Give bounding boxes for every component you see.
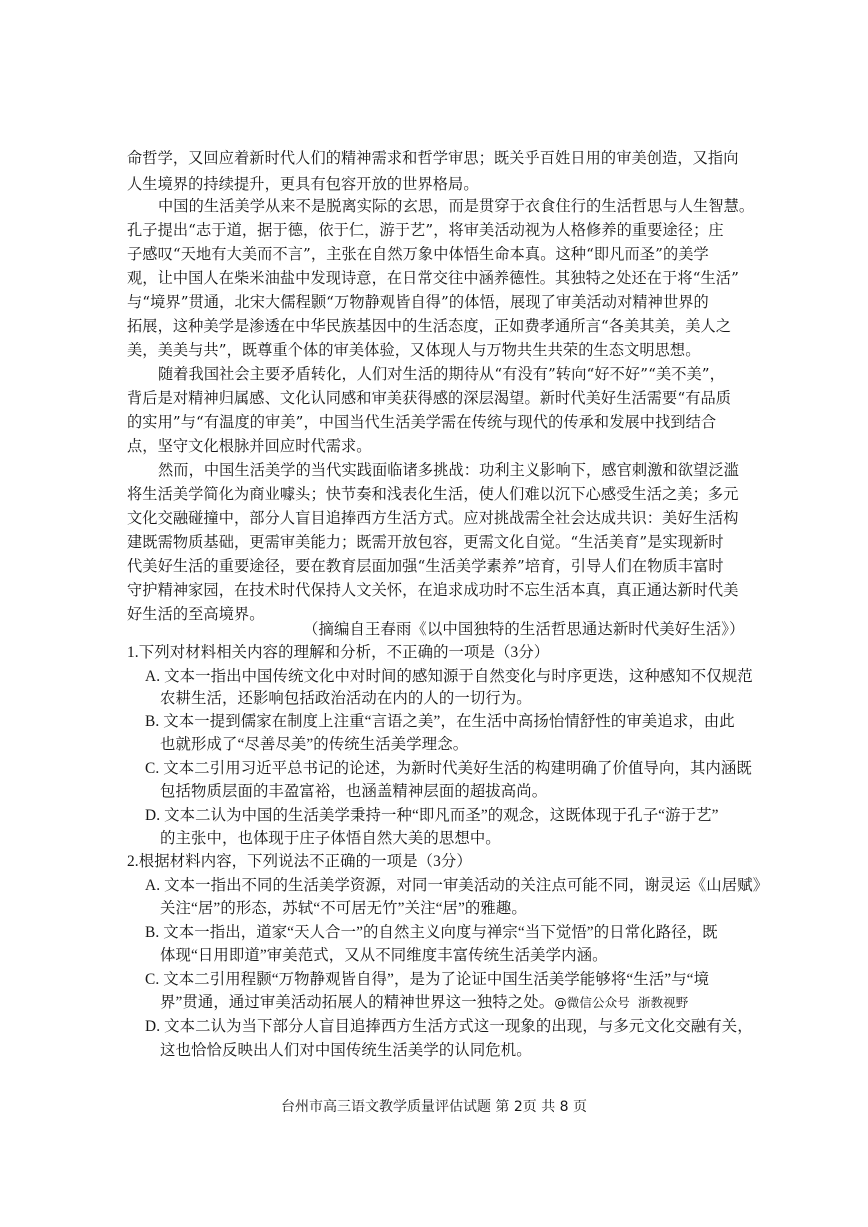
question-1-option-b: B. 文本一提到儒家在制度上注重“言语之美”，在生活中高扬怡情舒性的审美追求，由此 [145, 713, 735, 730]
question-2-option-b-cont: 体现“日用即道”审美范式，又从不同维度丰富传统生活美学内涵。 [160, 947, 608, 964]
question-1-option-d-cont: 的主张中，也体现于庄子体悟自然大美的思想中。 [160, 830, 501, 847]
question-1-option-c: C. 文本二引用习近平总书记的论述，为新时代美好生活的构建明确了价值导向，其内涵既 [145, 760, 752, 777]
question-2-stem: 2.根据材料内容，下列说法不正确的一项是（3分） [127, 853, 472, 870]
passage-line: 点，坚守文化根脉并回应时代需求。 [127, 437, 372, 455]
passage-line: 的实用”与“有温度的审美”，中国当代生活美学需在传统与现代的传承和发展中找到结合 [127, 413, 717, 431]
question-2-option-a: A. 文本一指出不同的生活美学资源，对同一审美活动的关注点可能不同，谢灵运《山居赋》 [145, 877, 769, 894]
passage-line: 与“境界”贯通，北宋大儒程颢“万物静观皆自得”的体悟，展现了审美活动对精神世界的 [127, 293, 709, 311]
passage-line: 命哲学，又回应着新时代人们的精神需求和哲学审思；既关乎百姓日用的审美创造，又指向 [127, 149, 739, 167]
passage-line: 代美好生活的重要途径，要在教育层面加强“生活美学素养”培育，引导人们在物质丰富时 [127, 557, 724, 575]
passage-line: 守护精神家园，在技术时代保持人文关怀，在追求成功时不忘生活本真，真正通达新时代美 [127, 581, 739, 599]
question-1-option-b-cont: 也就形成了“尽善尽美”的传统生活美学理念。 [160, 736, 469, 753]
passage-line: 中国的生活美学从来不是脱离实际的玄思，而是贯穿于衣食住行的生活哲思与人生智慧。 [158, 197, 755, 215]
question-1-option-a-cont: 农耕生活，还影响包括政治活动在内的人的一切行为。 [160, 690, 532, 707]
question-2-option-d: D. 文本二认为当下部分人盲目追捧西方生活方式这一现象的出现，与多元文化交融有关， [145, 1018, 753, 1035]
passage-line: 将生活美学简化为商业噱头；快节奏和浅表化生活，使人们难以沉下心感受生活之美；多元 [127, 485, 739, 503]
question-2-option-a-cont: 关注“居”的形态，苏轼“不可居无竹”关注“居”的雅趣。 [160, 900, 527, 917]
passage-line: 背后是对精神归属感、文化认同感和审美获得感的深层渴望。新时代美好生活需要“有品质 [127, 389, 732, 407]
question-2-option-c-cont-text: 界”贯通，通过审美活动拓展人的精神世界这一独特之处。 [160, 994, 555, 1011]
source-citation: （摘编自王春雨《以中国独特的生活哲思通达新时代美好生活》） [303, 621, 745, 638]
passage-line: 孔子提出“志于道，据于德，依于仁，游于艺”，将审美活动视为人格修养的重要途径；庄 [127, 221, 724, 239]
passage-line: 子感叹“天地有大美而不言”，主张在自然万象中体悟生命本真。这种“即凡而圣”的美学 [127, 245, 709, 263]
watermark: @微信公众号 浙教视野 [554, 995, 689, 1010]
question-1-option-a: A. 文本一指出中国传统文化中对时间的感知源于自然变化与时序更迭，这种感知不仅规范 [145, 668, 753, 685]
question-1-stem: 1.下列对材料相关内容的理解和分析，不正确的一项是（3分） [127, 644, 550, 661]
passage-line: 文化交融碰撞中，部分人盲目追捧西方生活方式。应对挑战需全社会达成共识：美好生活构 [127, 509, 739, 527]
passage-line: 人生境界的持续提升，更具有包容开放的世界格局。 [127, 175, 479, 193]
question-1-option-d: D. 文本二认为中国的生活美学秉持一种“即凡而圣”的观念，这既体现于孔子“游于艺” [145, 807, 719, 824]
passage-line: 建既需物质基础，更需审美能力；既需开放包容，更需文化自觉。“生活美育”是实现新时 [127, 533, 724, 551]
passage-line: 然而，中国生活美学的当代实践面临诸多挑战：功利主义影响下，感官刺激和欲望泛滥 [158, 461, 739, 479]
question-2-option-d-cont: 这也恰恰反映出人们对中国传统生活美学的认同危机。 [160, 1042, 532, 1059]
page-footer: 台州市高三语文教学质量评估试题 第 2页 共 8 页 [280, 1099, 588, 1115]
passage-line: 随着我国社会主要矛盾转化，人们对生活的期待从“有没有”转向“好不好”“美不美”， [158, 365, 725, 383]
passage-line: 美，美美与共”，既尊重个体的审美体验，又体现人与万物共生共荣的生态文明思想。 [127, 341, 701, 359]
question-1-option-c-cont: 包括物质层面的丰盈富裕，也涵盖精神层面的超拔高尚。 [160, 783, 548, 800]
question-2-option-b: B. 文本一指出，道家“天人合一”的自然主义向度与禅宗“当下觉悟”的日常化路径，既 [145, 924, 718, 941]
passage-line: 观，让中国人在柴米油盐中发现诗意，在日常交往中涵养德性。其独特之处还在于将“生活” [127, 269, 739, 287]
passage-line: 拓展，这种美学是渗透在中华民族基因中的生活态度，正如费孝通所言“各美其美，美人之 [127, 317, 732, 335]
passage-line: 好生活的至高境界。 [127, 605, 265, 623]
question-2-option-c-cont [160, 993, 688, 1013]
question-2-option-c: C. 文本二引用程颢“万物静观皆自得”，是为了论证中国生活美学能够将“生活”与“境 [145, 971, 710, 988]
